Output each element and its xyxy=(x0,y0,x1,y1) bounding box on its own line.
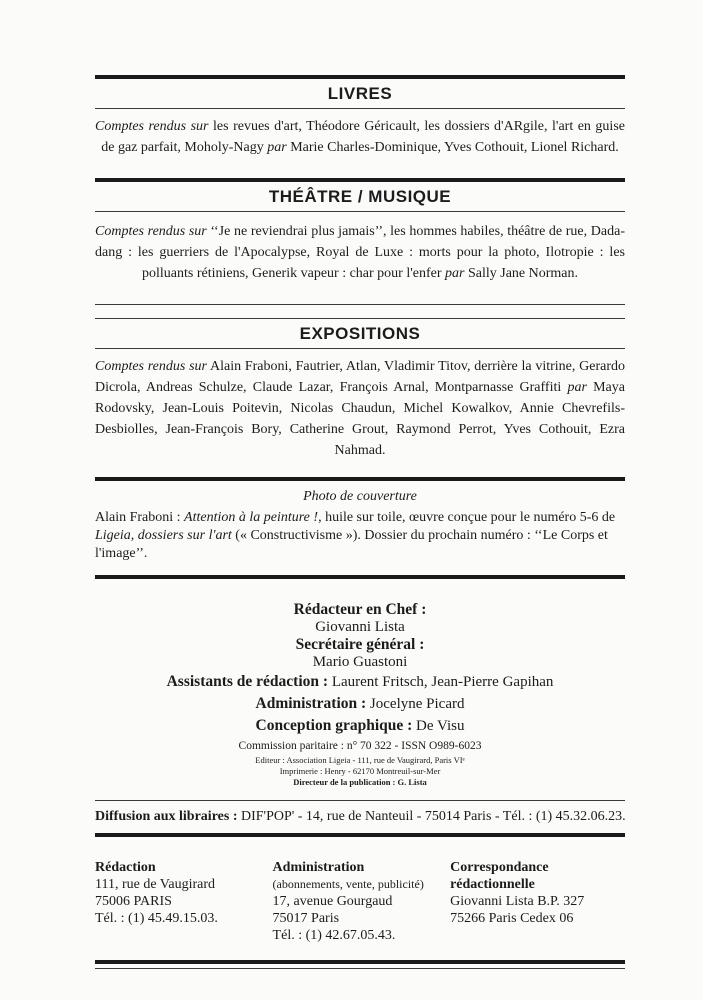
design-name: De Visu xyxy=(412,718,465,734)
chief-name: Giovanni Lista xyxy=(315,619,405,635)
correspondance-heading-1: Correspondance xyxy=(450,860,549,875)
cover-desc-1: , huile sur toile, œuvre conçue pour le numéro 5-6 de xyxy=(318,510,616,525)
livres-text: les revues d'art, Théodore Géricault, les dossiers d'ARgile, l'art en guise de gaz parfait, Moholy-Nagy xyxy=(101,119,625,155)
administration-phone: Tél. : (1) 42.67.05.43. xyxy=(272,928,396,943)
cover-artist: Alain Fraboni : xyxy=(95,510,185,525)
rule-thin xyxy=(95,304,625,305)
livres-par: par xyxy=(267,140,287,155)
rule-thin xyxy=(95,800,625,801)
admin-label: Administration : xyxy=(255,695,367,712)
address-correspondance xyxy=(450,859,625,944)
livres-intro: Comptes rendus sur xyxy=(95,119,209,134)
correspondance-box: Giovanni Lista B.P. 327 xyxy=(450,894,585,909)
address-redaction xyxy=(95,859,270,944)
director-line: Directeur de la publication : G. Lista xyxy=(293,777,427,787)
cover-journal: Ligeia, dossiers sur l'art xyxy=(95,528,232,543)
diffusion-label: Diffusion aux libraires : xyxy=(95,809,238,824)
rule-thick xyxy=(95,575,625,579)
administration-subheading: (abonnements, vente, publicité) xyxy=(272,877,424,891)
expositions-text-2: Maya Rodovsky, Jean-Louis Poitevin, Nicolas Chaudun, Michel Kowalkov, Annie Chevrefils-Desbiolles, Jean-François Bory, Catherine Grout, Raymond Perrot, Yves Cothouit, Ezra Nahmad. xyxy=(95,380,625,458)
theatre-paragraph xyxy=(95,221,625,284)
credits-block xyxy=(95,601,625,788)
expositions-text-1: Alain Fraboni, Fautrier, Atlan, Vladimir Titov, derrière la vitrine, Gerardo Dicrola, Andreas Schulze, Claude Lazar, François Arnal, Montparnasse Graffiti xyxy=(95,359,625,395)
colophon-page xyxy=(95,0,625,969)
editor-line: Editeur : Association Ligeia - 111, rue de Vaugirard, Paris VIᵉ xyxy=(255,755,465,765)
theatre-authors: Sally Jane Norman. xyxy=(464,266,578,281)
theatre-intro: Comptes rendus sur xyxy=(95,224,207,239)
livres-authors: Marie Charles-Dominique, Yves Cothouit, Lionel Richard. xyxy=(286,140,619,155)
livres-paragraph xyxy=(95,116,625,158)
rule-thick xyxy=(95,75,625,79)
assistants-line xyxy=(95,673,625,691)
diffusion-text: DIF'POP' - 14, rue de Nanteuil - 75014 Paris - Tél. : (1) 45.32.06.23. xyxy=(237,809,626,824)
cover-work: Attention à la peinture ! xyxy=(184,510,319,525)
rule-thick xyxy=(95,833,625,837)
redaction-city: 75006 PARIS xyxy=(95,894,172,909)
assistants-label: Assistants de rédaction : xyxy=(166,673,329,690)
cover-title: Photo de couverture xyxy=(303,489,417,504)
correspondance-city: 75266 Paris Cedex 06 xyxy=(450,911,574,926)
expositions-intro: Comptes rendus sur xyxy=(95,359,207,374)
printer-line: Imprimerie : Henry - 62170 Montreuil-sur-Mer xyxy=(279,766,441,776)
design-label: Conception graphique : xyxy=(255,717,413,734)
address-administration xyxy=(273,859,448,944)
rule-thin xyxy=(95,108,625,109)
theatre-text: ‘‘Je ne reviendrai plus jamais’’, les hommes habiles, théâtre de rue, Dada-dang : les guerriers de l'Apocalypse, Royal de Luxe : morts pour la photo, Ilotropie : les polluants rétiniens, Generik vapeur : char pour l'enfer xyxy=(95,224,625,281)
address-columns xyxy=(95,859,625,944)
diffusion-line xyxy=(95,809,625,825)
commission-line: Commission paritaire : n° 70 322 - ISSN O989-6023 xyxy=(238,740,482,752)
section-heading-livres: LIVRES xyxy=(327,84,393,103)
chief-label: Rédacteur en Chef : xyxy=(293,601,427,618)
secretary-name: Mario Guastoni xyxy=(312,654,408,670)
rule-thick xyxy=(95,477,625,481)
secretary-label: Secrétaire général : xyxy=(295,636,425,653)
rule-thin xyxy=(95,318,625,319)
admin-name: Jocelyne Picard xyxy=(366,696,465,712)
redaction-phone: Tél. : (1) 45.49.15.03. xyxy=(95,911,218,926)
rule-thin xyxy=(95,211,625,212)
rule-thick xyxy=(95,178,625,182)
section-heading-theatre: THÉÂTRE / MUSIQUE xyxy=(268,187,452,206)
expositions-par: par xyxy=(567,380,587,395)
correspondance-heading-2: rédactionnelle xyxy=(450,877,535,892)
administration-city: 75017 Paris xyxy=(272,911,340,926)
theatre-par: par xyxy=(445,266,465,281)
administration-heading: Administration xyxy=(272,860,365,875)
admin-line xyxy=(95,695,625,713)
cover-desc-2: (« Constructivisme »). Dossier du prochain numéro : ‘‘Le Corps et l'image’’. xyxy=(95,528,608,561)
design-line xyxy=(95,717,625,735)
section-heading-expositions: EXPOSITIONS xyxy=(299,324,421,343)
rule-thin xyxy=(95,348,625,349)
administration-street: 17, avenue Gourgaud xyxy=(272,894,393,909)
rule-thin xyxy=(95,968,625,969)
redaction-heading: Rédaction xyxy=(95,860,156,875)
redaction-street: 111, rue de Vaugirard xyxy=(95,877,215,892)
cover-caption xyxy=(95,509,625,563)
assistants-names: Laurent Fritsch, Jean-Pierre Gapihan xyxy=(328,674,554,690)
rule-thick xyxy=(95,960,625,964)
expositions-paragraph xyxy=(95,356,625,461)
